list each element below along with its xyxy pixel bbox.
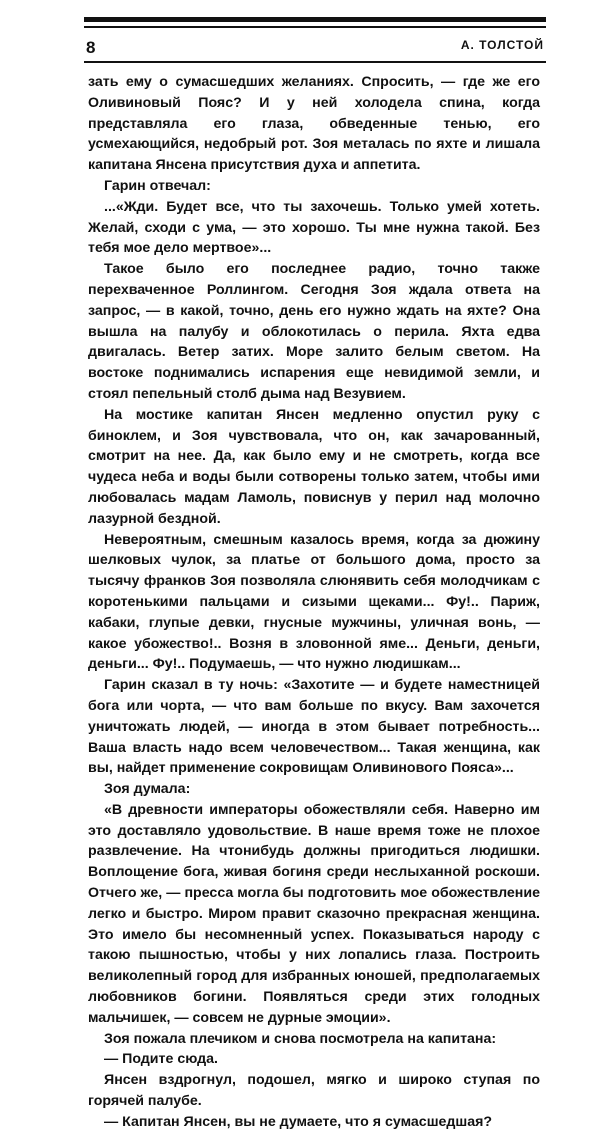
paragraph: Гарин отвечал:	[104, 177, 211, 194]
paragraph: На мостике капитан Янсен медленно опустил руку с биноклем, и Зоя чувствовала, что он, как зачарованный, смотрит на нее. Да, как было ему и не смотреть, когда все чудеса неба и воды были сотворены только затем, чтобы ими любовалась мадам Ламоль, повиснув у перил над молочно лазурной бездной.	[88, 406, 540, 527]
paragraph: ...«Жди. Будет все, что ты захочешь. Только умей хотеть. Желай, сходи с ума, — это хорошо. Ты мне нужна такой. Без тебя мое дело мертвое»...	[88, 198, 540, 257]
paragraph: Гарин сказал в ту ночь: «Захотите — и будете наместницей бога или чорта, — что вам больше по вкусу. Вам захочется уничтожать людей, — иногда в этом бывает потребность... Ваша власть надо всем человечеством... Такая женщина, как вы, найдет применение сокровищам Оливинового Пояса»...	[88, 677, 540, 777]
paragraph: Невероятным, смешным казалось время, когда за дюжину шелковых чулок, за платье от большого дома, просто за тысячу франков Зоя позволяла слюнявить себя молодчикам с коротенькими пальцами и сизыми щеками... Фу!.. Париж, кабаки, глупые девки, гнусные мужчины, уличная вонь, — какое убожество!.. Возня в зловонной яме... Деньги, деньги, деньги... Фу!.. Подумаешь, — что нужно людишкам...	[88, 531, 540, 673]
paragraph: «В древности императоры обожествляли себя. Наверно им это доставляло удовольствие. В наше время тоже не плохое развлечение. На чтонибудь должны пригодиться людишки. Воплощение бога, живая богиня среди неслыханной роскоши. Отчего же, — пресса могла бы подготовить мое обожествление легко и быстро. Миром правит сказочно прекрасная женщина. Это имело бы несомненный успех. Показываться народу с такою пышностью, чтобы у них лопались глаза. Построить великолепный город для избранных юношей, предполагаемых любовников богини. Появляться среди этих голодных мальчишек, — совсем не дурные эмоции».	[88, 801, 540, 1026]
body-text	[88, 72, 540, 1133]
header-divider	[84, 61, 546, 63]
paragraph: Такое было его последнее радио, точно также перехваченное Роллингом. Сегодня Зоя ждала ответа на запрос, — в какой, точно, день его нужно ждать на яхте? Она вышла на палубу и облокотилась о перила. Яхта едва двигалась. Ветер затих. Море залито белым светом. На востоке поднимались испарения еще невидимой земли, и стоял пепельный столб дыма над Везувием.	[88, 261, 540, 402]
paragraph: — Капитан Янсен, вы не думаете, что я сумасшедшая?	[104, 1113, 493, 1130]
paragraph: Зоя думала:	[104, 781, 191, 798]
header-rule-thick	[84, 17, 546, 22]
paragraph: — Подите сюда.	[104, 1051, 218, 1068]
paragraph: Зоя пожала плечиком и снова посмотрела на капитана:	[104, 1030, 497, 1047]
header-rule-thin	[84, 26, 546, 28]
page-number: 8	[86, 38, 96, 57]
paragraph: Янсен вздрогнул, подошел, мягко и широко ступая по горячей палубе.	[88, 1072, 540, 1110]
paragraph: зать ему о сумасшедших желаниях. Спросить, — где же его Оливиновый Пояс? И у ней холодела спина, когда представляла его глаза, обведенные тенью, его усмехающийся, недобрый рот. Зоя металась по яхте и лишала капитана Янсена присутствия духа и аппетита.	[88, 74, 540, 174]
running-head-author: А. ТОЛСТОЙ	[460, 38, 544, 52]
